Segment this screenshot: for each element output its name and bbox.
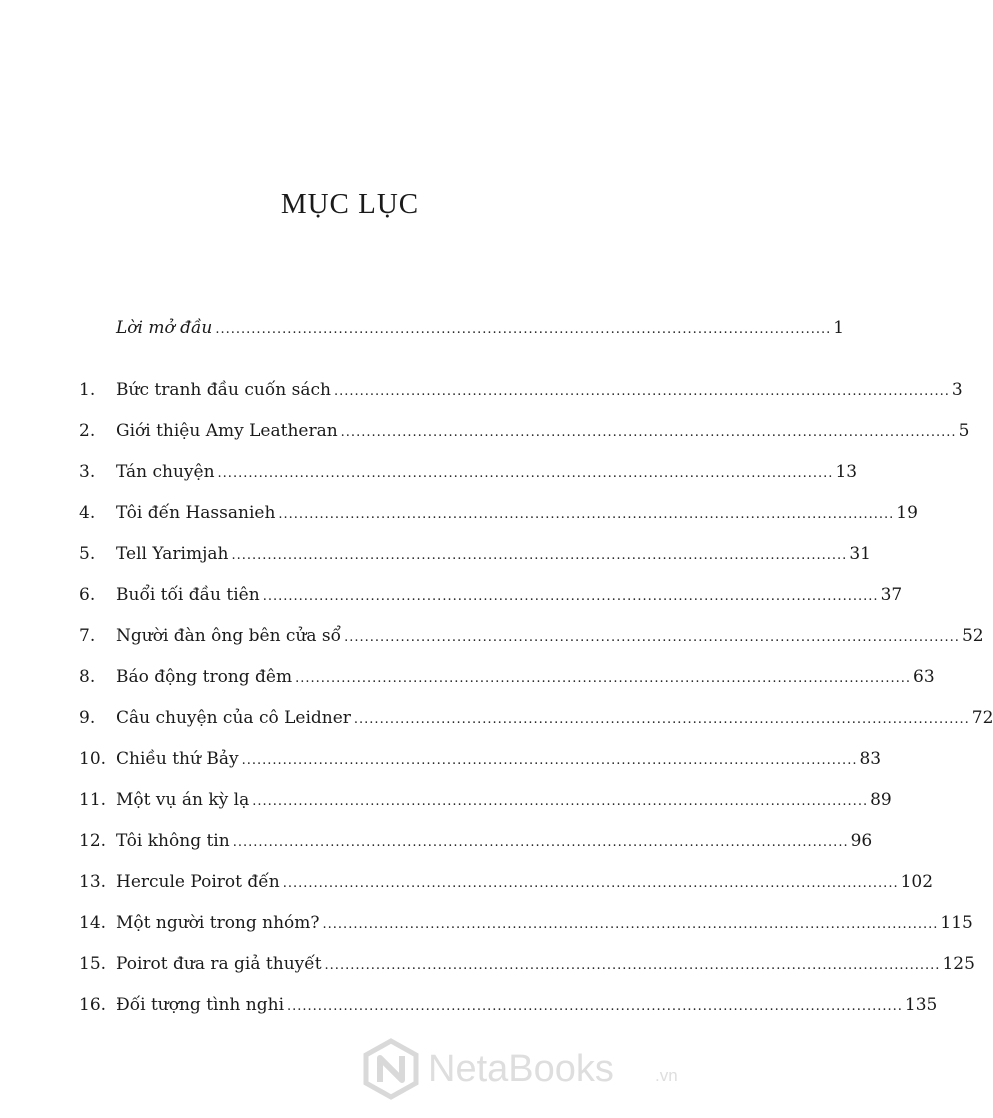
toc-entry-page: 83	[859, 749, 882, 769]
toc-entry-title: Một vụ án kỳ lạ	[116, 790, 250, 810]
toc-entry-number: 16.	[79, 995, 107, 1015]
toc-entry	[0, 785, 892, 815]
leader-dots: ........................................................................................................................	[232, 835, 849, 850]
toc-entry-title: Giới thiệu Amy Leatheran	[116, 421, 338, 441]
leader-dots: ........................................................................................................................	[322, 917, 939, 932]
watermark	[360, 1032, 690, 1108]
toc-entry-title: Buổi tối đầu tiên	[116, 585, 260, 605]
toc-entry-number: 14.	[79, 913, 107, 933]
toc-entry	[0, 457, 858, 487]
netabooks-logo-icon	[360, 1038, 422, 1100]
watermark-domain-suffix: .vn	[655, 1066, 678, 1085]
toc-entry	[0, 744, 882, 774]
toc-entry	[0, 826, 873, 856]
leader-dots: ........................................................................................................................	[295, 671, 911, 686]
leader-dots: ........................................................................................................................	[324, 958, 941, 973]
toc-entry-title: Tán chuyện	[116, 462, 215, 482]
toc-entry	[0, 580, 903, 610]
toc-entry-page: 63	[913, 667, 935, 687]
toc-entry	[0, 539, 871, 569]
toc-entry-page: 89	[870, 790, 892, 810]
toc-entry-number: 12.	[79, 831, 107, 851]
watermark-brand: NetaBooks	[428, 1048, 614, 1090]
toc-entry-page: 96	[850, 831, 873, 851]
toc-entry-title: Câu chuyện của cô Leidner	[116, 708, 351, 728]
leader-dots: ........................................................................................................................	[287, 999, 903, 1014]
toc-entry-number: 6.	[79, 585, 96, 605]
leader-dots: ........................................................................................................................	[333, 384, 950, 399]
toc-entry	[0, 662, 935, 692]
toc-entry	[0, 703, 993, 733]
toc-entry-title: Tôi không tin	[116, 831, 230, 851]
toc-entry	[0, 908, 973, 938]
toc-entry-number: 15.	[79, 954, 107, 974]
toc-entry-number: 7.	[79, 626, 96, 646]
toc-entry-title: Một người trong nhóm?	[116, 913, 320, 933]
toc-entry-title: Báo động trong đêm	[116, 667, 293, 687]
toc-entry-page: 3	[951, 380, 963, 400]
toc-entry-title: Bức tranh đầu cuốn sách	[116, 380, 331, 400]
toc-entry-page: 31	[849, 544, 871, 564]
leader-dots: ........................................................................................................................	[231, 548, 848, 563]
toc-entry-title: Người đàn ông bên cửa sổ	[116, 626, 342, 646]
toc-entry-title: Tell Yarimjah	[116, 544, 229, 564]
toc-entry-number: 9.	[79, 708, 96, 728]
toc-entry	[0, 867, 934, 897]
toc-entry	[0, 498, 918, 528]
toc-entry-page: 13	[835, 462, 858, 482]
toc-entry-page: 52	[961, 626, 984, 646]
toc-entry-page: 1	[833, 318, 845, 338]
toc-entry-page: 125	[942, 954, 975, 974]
leader-dots: ........................................................................................................................	[252, 794, 869, 809]
toc-entry-page: 37	[880, 585, 903, 605]
toc-entry	[0, 949, 975, 979]
toc-entry-title: Đối tượng tình nghi	[116, 995, 284, 1015]
toc-entry-number: 13.	[79, 872, 107, 892]
toc-entry-page: 115	[940, 913, 973, 933]
leader-dots: ........................................................................................................................	[217, 466, 834, 481]
toc-entry-page: 5	[958, 421, 970, 441]
toc-entry-page: 19	[896, 503, 918, 523]
toc-entry-title: Hercule Poirot đến	[116, 872, 280, 892]
page-title: MỤC LỤC	[280, 188, 420, 220]
toc-entry-number: 1.	[79, 380, 96, 400]
toc-entry-number: 2.	[79, 421, 96, 441]
leader-dots: ........................................................................................................................	[215, 322, 832, 337]
toc-entry-number: 4.	[79, 503, 96, 523]
toc-entry-page: 72	[971, 708, 993, 728]
toc-entry	[0, 990, 938, 1020]
toc-entry-title: Poirot đưa ra giả thuyết	[116, 954, 322, 974]
toc-entry-preface	[0, 313, 845, 343]
leader-dots: ........................................................................................................................	[340, 425, 957, 440]
toc-entry-title: Chiều thứ Bảy	[116, 749, 239, 769]
leader-dots: ........................................................................................................................	[278, 507, 895, 522]
toc-entry-number: 10.	[79, 749, 107, 769]
leader-dots: ........................................................................................................................	[262, 589, 879, 604]
toc-entry-page: 102	[900, 872, 934, 892]
toc-entry	[0, 621, 984, 651]
leader-dots: ........................................................................................................................	[241, 753, 858, 768]
leader-dots: ........................................................................................................................	[344, 630, 960, 645]
toc-entry	[0, 375, 963, 405]
toc-entry-number: 8.	[79, 667, 96, 687]
toc-entry-number: 11.	[79, 790, 107, 810]
toc-entry-number: 3.	[79, 462, 96, 482]
toc-entry-title: Tôi đến Hassanieh	[116, 503, 276, 523]
toc-entry-number: 5.	[79, 544, 96, 564]
toc-entry-title: Lời mở đầu	[116, 318, 213, 338]
toc-entry-page: 135	[904, 995, 938, 1015]
toc-entry	[0, 416, 970, 446]
leader-dots: ........................................................................................................................	[353, 712, 970, 727]
leader-dots: ........................................................................................................................	[282, 876, 899, 891]
